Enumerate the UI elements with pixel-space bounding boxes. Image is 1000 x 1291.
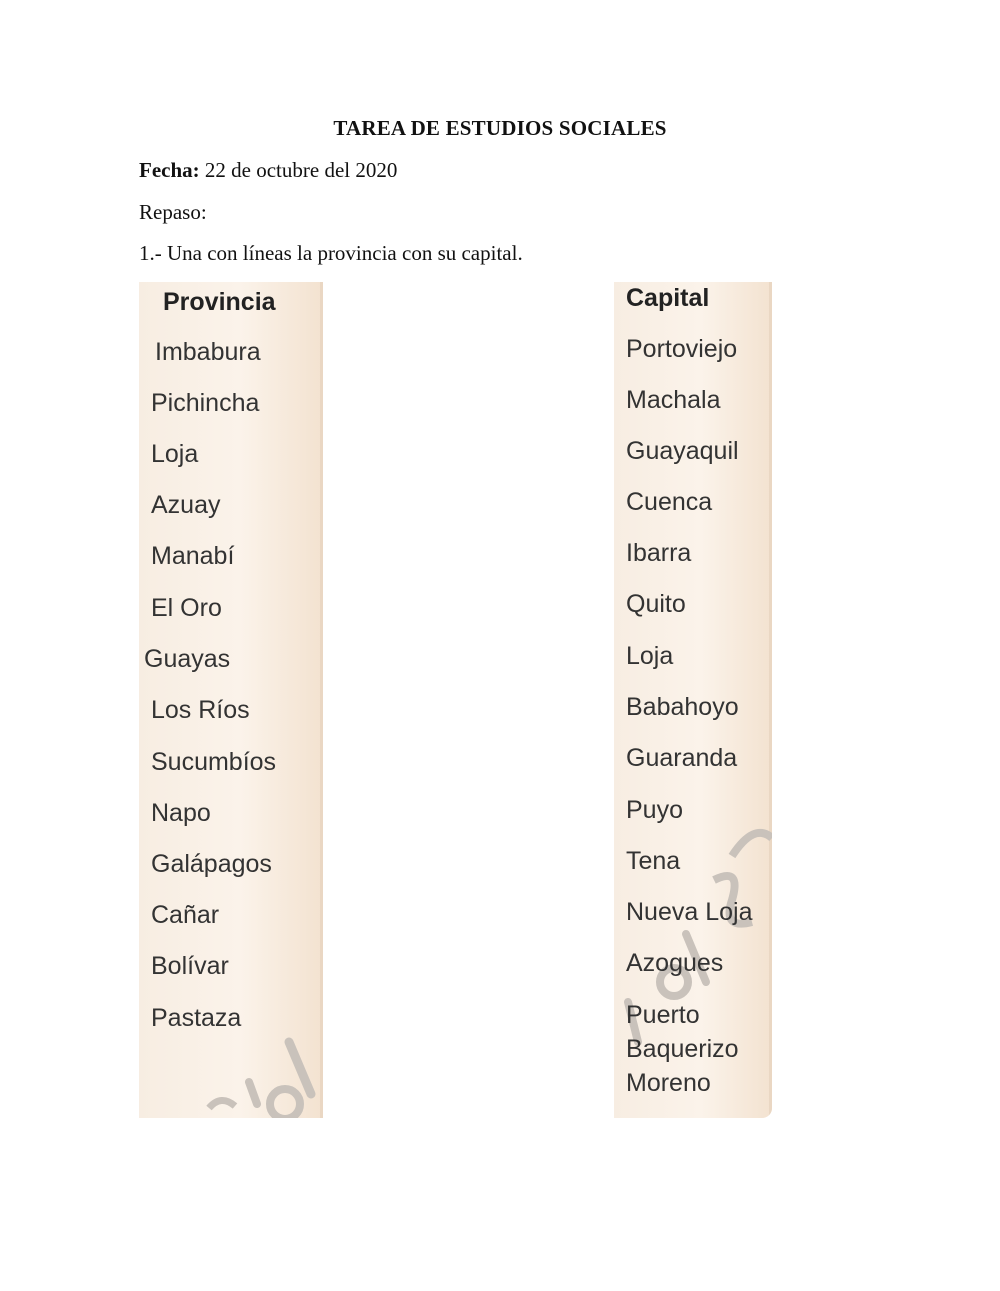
province-item: Pastaza (151, 1004, 242, 1032)
capital-item: Puyo (626, 796, 683, 824)
column-edge (769, 282, 772, 1118)
capital-column (614, 282, 772, 1118)
date-line (139, 158, 397, 183)
capital-item: Quito (626, 590, 686, 618)
province-column (139, 282, 323, 1118)
capital-item: Nueva Loja (626, 898, 753, 926)
capital-item: Ibarra (626, 539, 692, 567)
province-item: Manabí (151, 542, 235, 570)
column-edge (320, 282, 323, 1118)
province-item: Los Ríos (151, 696, 250, 724)
province-item: Guayas (144, 645, 231, 673)
capital-item: Cuenca (626, 488, 713, 516)
capital-item: Portoviejo (626, 335, 738, 363)
province-item: Napo (151, 799, 211, 827)
capital-item: Machala (626, 386, 721, 414)
capital-item: Loja (626, 642, 674, 670)
worksheet-title: TAREA DE ESTUDIOS SOCIALES (333, 116, 667, 140)
date-label: Fecha: (139, 158, 200, 182)
province-item: Bolívar (151, 952, 229, 980)
province-item: Sucumbíos (151, 748, 277, 776)
province-item: Azuay (151, 491, 221, 519)
capital-item: Azogues (626, 949, 724, 977)
review-label: Repaso: (139, 200, 207, 224)
capital-item: Tena (626, 847, 681, 875)
capital-item: Babahoyo (626, 693, 739, 721)
province-item: Loja (151, 440, 199, 468)
capital-item: Guaranda (626, 744, 738, 772)
province-item: El Oro (151, 594, 222, 622)
capital-item: Guayaquil (626, 437, 739, 465)
date-value: 22 de octubre del 2020 (199, 158, 398, 182)
province-item: Pichincha (151, 389, 260, 417)
province-item: Galápagos (151, 850, 272, 878)
province-item: Imbabura (155, 338, 261, 366)
capital-header: Capital (626, 284, 710, 312)
province-header: Provincia (163, 288, 276, 316)
capital-item: Puerto Baquerizo Moreno (626, 1001, 739, 1097)
province-item: Cañar (151, 901, 220, 929)
instruction-text: 1.- Una con líneas la provincia con su capital. (139, 241, 523, 265)
